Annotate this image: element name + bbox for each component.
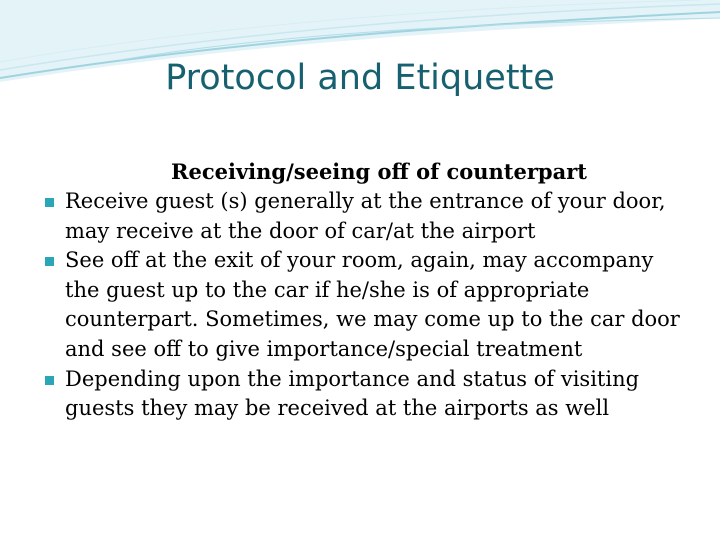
bullet-item (40, 187, 690, 246)
slide-title: Protocol and Etiquette (165, 58, 555, 98)
bullet-list (40, 187, 690, 424)
square-bullet-icon (45, 376, 54, 385)
square-bullet-icon (45, 198, 54, 207)
bullet-text: See off at the exit of your room, again, may accompany the guest up to the car if he/she is of appropriate counterpart. Sometimes, we may come up to the car door and see off to give importance/special treatment (65, 248, 680, 361)
bullet-item (40, 365, 690, 424)
bullet-item (40, 246, 690, 364)
square-bullet-icon (45, 257, 54, 266)
slide-content (40, 156, 690, 424)
bullet-text: Depending upon the importance and status of visiting guests they may be received at the airports as well (65, 366, 640, 421)
bullet-text: Receive guest (s) generally at the entrance of your door, may receive at the door of car/at the airport (65, 189, 666, 243)
slide-subheading: Receiving/seeing off of counterpart (171, 159, 587, 184)
